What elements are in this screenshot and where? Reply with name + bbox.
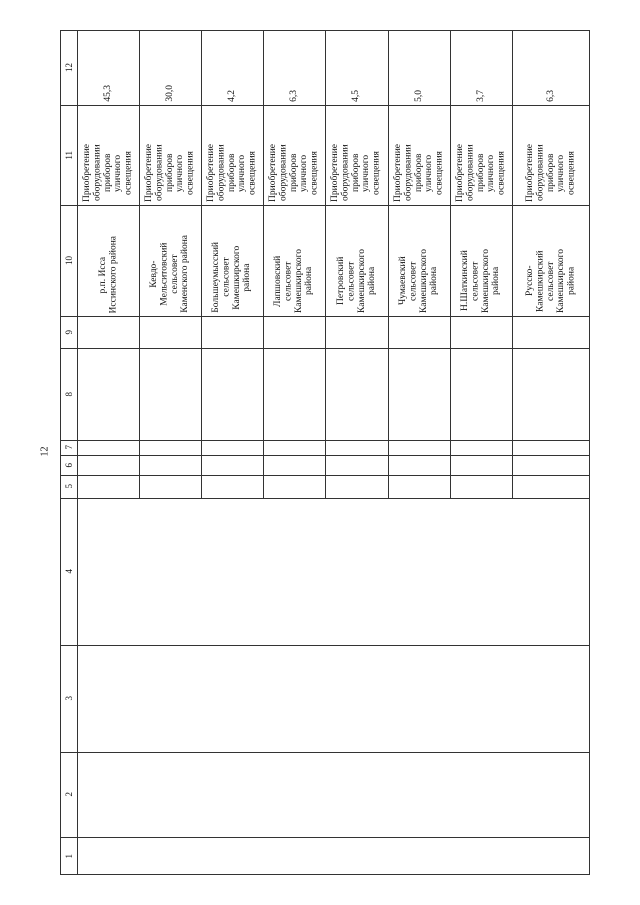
amount-text: 6,3 — [288, 90, 299, 102]
cell-place — [514, 208, 588, 313]
item-text: Приобретение оборудовании приборов уличного освещения — [205, 144, 258, 202]
item-text: Приобретение оборудовании приборов уличного освещения — [267, 144, 320, 202]
table-border-bottom — [60, 874, 590, 875]
cell-item — [390, 108, 448, 202]
place-text: Лапшовский сельсовет Камешкирского района — [273, 249, 315, 313]
row-separator — [388, 30, 389, 498]
cell-item — [265, 108, 323, 202]
column-number-label: 3 — [64, 696, 74, 701]
header-separator — [77, 30, 78, 875]
place-text: Кевдо- Мельситовский сельсовет Каменского района — [149, 235, 191, 313]
cell-amount — [514, 33, 588, 102]
column-number-3 — [61, 645, 77, 752]
cell-amount — [327, 33, 386, 102]
place-text: Петровский сельсовет Камешкирского района — [335, 249, 377, 313]
column-number-12 — [61, 30, 77, 105]
column-separator — [60, 752, 590, 753]
row-separator — [512, 30, 513, 498]
cell-place — [265, 208, 323, 313]
item-text: Приобретение оборудовании приборов уличного освещения — [81, 144, 134, 202]
item-text: Приобретение оборудовании приборов уличного освещения — [392, 144, 445, 202]
column-number-label: 2 — [64, 792, 74, 797]
place-text: Русско- Камешкирский сельсовет Камешкирского района — [524, 249, 577, 313]
cell-place — [452, 208, 510, 313]
amount-text: 6,3 — [545, 90, 556, 102]
cell-item — [79, 108, 137, 202]
column-number-label: 5 — [64, 484, 74, 489]
place-text: Большеумысский сельсовет Камешкирского района — [211, 242, 253, 313]
column-number-label: 7 — [64, 445, 74, 450]
amount-text: 30,0 — [164, 85, 175, 102]
column-number-2 — [61, 752, 77, 837]
amount-text: 5,0 — [413, 90, 424, 102]
column-number-label: 4 — [64, 569, 74, 574]
column-number-4 — [61, 498, 77, 645]
row-separator — [325, 30, 326, 498]
item-text: Приобретение оборудовании приборов уличного освещения — [330, 144, 383, 202]
cell-amount — [265, 33, 323, 102]
cell-place — [141, 208, 199, 313]
column-number-label: 12 — [64, 63, 74, 72]
cell-place — [390, 208, 448, 313]
row-separator — [450, 30, 451, 498]
column-number-10 — [61, 205, 77, 316]
cell-amount — [390, 33, 448, 102]
cell-item — [141, 108, 199, 202]
column-number-7 — [61, 440, 77, 455]
rotated-table — [60, 30, 590, 875]
amount-text: 4,2 — [226, 90, 237, 102]
column-separator — [60, 837, 590, 838]
item-text: Приобретение оборудовании приборов уличного освещения — [143, 144, 196, 202]
cell-place — [327, 208, 386, 313]
row-separator — [139, 30, 140, 498]
column-number-label: 9 — [64, 329, 74, 335]
column-number-6 — [61, 455, 77, 475]
column-number-9 — [61, 316, 77, 348]
column-number-5 — [61, 475, 77, 498]
amount-text: 45,3 — [102, 85, 113, 102]
cell-amount — [141, 33, 199, 102]
place-text: Чумаевский сельсовет Камешкирского района — [398, 249, 440, 313]
cell-amount — [452, 33, 510, 102]
cell-item — [452, 108, 510, 202]
amount-text: 4,5 — [351, 90, 362, 102]
cell-item — [514, 108, 588, 202]
column-number-label: 8 — [64, 391, 74, 397]
row-separator — [201, 30, 202, 498]
cell-place — [203, 208, 261, 313]
cell-amount — [79, 33, 137, 102]
place-text: р.п. Исса Иссинского района — [97, 235, 118, 313]
item-text: Приобретение оборудовании приборов уличного освещения — [524, 144, 577, 202]
amount-text: 3,7 — [475, 90, 486, 102]
table-border-right — [589, 30, 590, 875]
cell-place — [79, 208, 137, 313]
place-text: Н.Шаткинский сельсовет Камешкирского района — [460, 249, 502, 313]
column-number-label: 6 — [64, 462, 74, 468]
page-number: 12 — [39, 446, 51, 457]
column-number-label: 11 — [64, 150, 74, 160]
cell-amount — [203, 33, 261, 102]
cell-item — [327, 108, 386, 202]
item-text: Приобретение оборудовании приборов уличного освещения — [454, 144, 507, 202]
column-number-1 — [61, 837, 77, 875]
column-number-11 — [61, 105, 77, 205]
cell-item — [203, 108, 261, 202]
row-separator — [263, 30, 264, 498]
column-separator — [60, 498, 590, 499]
column-separator — [60, 645, 590, 646]
column-number-label: 1 — [64, 853, 74, 859]
column-number-label: 10 — [64, 256, 74, 265]
column-number-8 — [61, 348, 77, 440]
